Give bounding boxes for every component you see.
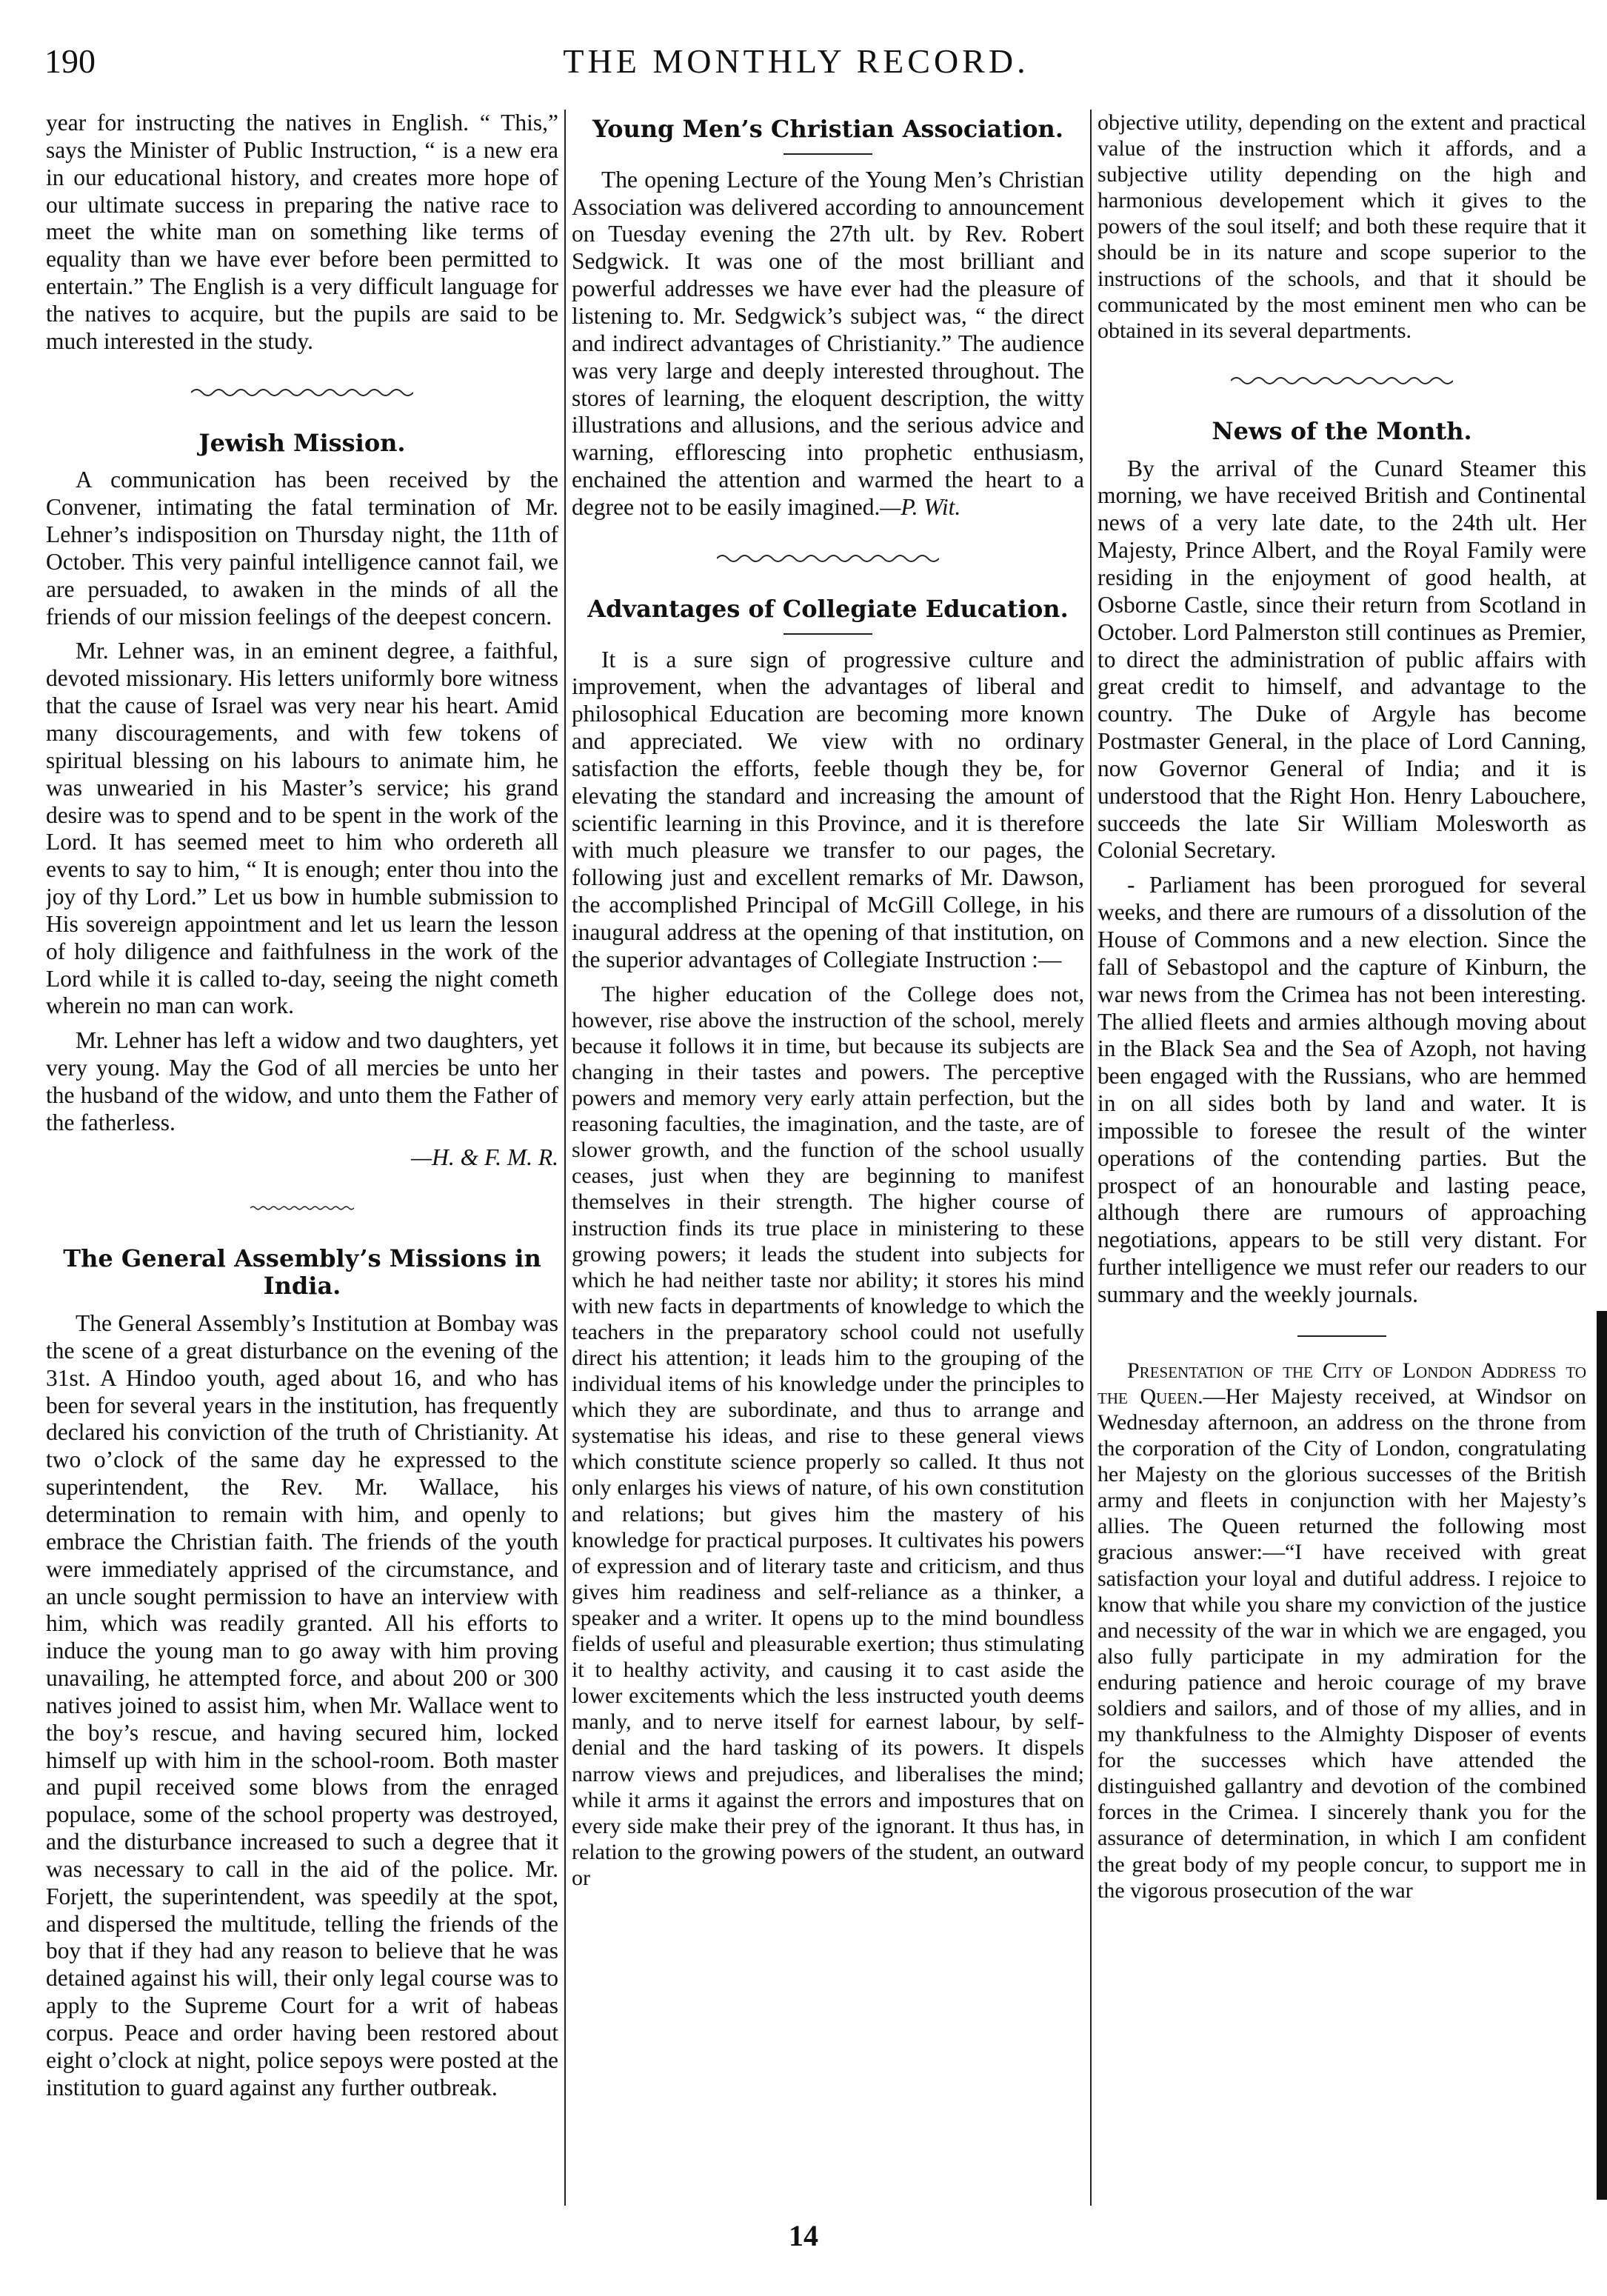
heading-news-of-the-month: News of the Month.	[1212, 416, 1472, 445]
article-paragraph: - Parliament has been prorogued for several weeks, and there are rumours of a dissolution of the House of Commons and a new election. Since the fall of Sebastopol and the capture of Kinburn, the war news from the Crimea has not been interesting. The allied fleets and armies although moving about in the Black Sea and the Sea of Azoph, not having been engaged with the Russians, who are hemmed in on all sides both by land and water. It is impossible to foresee the result of the winter operations of the contending parties. But the prospect of an honourable and lasting peace, although there are rumours of approaching negotiations, appears to be still very distant. For further intelligence we must refer our readers to our summary and the weekly journals.	[1097, 872, 1586, 1307]
heading-rule	[784, 153, 872, 155]
heading-rule	[784, 633, 872, 635]
section-divider	[191, 385, 413, 400]
article-paragraph: The General Assembly’s Institution at Bombay was the scene of a great disturbance on the evening of the 31st. A Hindoo youth, aged about 16, and who has been for several years in the institution, has frequently declared his conviction of the truth of Christianity. At two o’clock of the same day he expressed to the superintendent, the Rev. Mr. Wallace, his determination to remain with him, and openly to embrace the Christian faith. The friends of the youth were immediately apprised of the circumstance, and an uncle sought permission to have an interview with him, which was readily granted. All his efforts to induce the young man to go away with him proving unavailing, he attempted force, and about 200 or 300 natives joined to assist him, when Mr. Wallace went to the boy’s rescue, and having secured him, locked himself up with him in the school-room. Both master and pupil received some blows from the enraged populace, some of the school property was destroyed, and the disturbance increased to such a degree that it was necessary to call in the aid of the police. Mr. Forjett, the superintendent, was speedily at the spot, and dispersed the multitude, telling the friends of the boy that if they had any reason to believe that he was detained against his will, their only legal course was to apply to the Supreme Court for a writ of habeas corpus. Peace and order having been restored about eight o’clock at night, police sepoys were posted at the institution to guard against any further outbreak.	[46, 1310, 558, 2100]
section-divider	[1231, 373, 1453, 388]
section-divider	[250, 1201, 354, 1215]
column-2	[572, 110, 1084, 2207]
folio-number: 14	[789, 2219, 818, 2252]
article-paragraph: By the arrival of the Cunard Steamer this morning, we have received British and Continental news of a very late date, to the 24th ult. Her Majesty, Prince Albert, and the Royal Family were residing in the enjoyment of good health, at Osborne Castle, since their return from Scotland in October. Lord Palmerston still continues as Premier, to direct the administration of public affairs with great credit to himself, and advantage to the country. The Duke of Argyle has become Postmaster General, in the place of Lord Canning, now Governor General of India; and it is understood that the Right Hon. Henry Labouchere, succeeds the late Sir William Molesworth as Colonial Secretary.	[1097, 455, 1586, 864]
section-divider	[717, 551, 939, 566]
article-paragraph: A communication has been received by the Convener, intimating the fatal termination of Mr. Lehner’s indisposition on Thursday night, the 11th of October. This very painful intelligence cannot fail, we are persuaded, to awaken in the minds of all the friends of our mission feelings of the deepest concern.	[46, 467, 558, 630]
article-paragraph: year for instructing the natives in English. “ This,” says the Minister of Public Instruction, “ is a new era in our educational history, and creates more hope of our ultimate success in preparing the native race to meet the white man on something like terms of equality than we have ever before been permitted to entertain.” The English is a very difficult language for the natives to acquire, but the pupils are said to be much interested in the study.	[46, 110, 558, 354]
running-title: THE MONTHLY RECORD.	[563, 42, 1029, 80]
column-1	[46, 110, 558, 2207]
article-paragraph: Mr. Lehner has left a widow and two daughters, yet very young. May the God of all mercies be unto her the husband of the widow, and unto them the Father of the fatherless.	[46, 1027, 558, 1135]
page-number: 190	[44, 42, 96, 80]
column-rule-right	[1090, 110, 1092, 2206]
heading-collegiate-education: Advantages of Collegiate Education.	[587, 594, 1069, 623]
article-paragraph: It is a sure sign of progressive culture and improvement, when the advantages of liberal and philosophical Education are becoming more known and appreciated. We view with no ordinary satisfaction the efforts, feeble though they be, for elevating the standard and increasing the amount of scientific learning in this Province, and it is therefore with much pleasure we transfer to our pages, the following just and excellent remarks of Mr. Dawson, the accomplished Principal of McGill College, in his inaugural address at the opening of that institution, on the superior advantages of Collegiate Instruction :—	[572, 646, 1084, 972]
ymca-text: The opening Lecture of the Young Men’s Christian Association was delivered according to announcement on Tuesday evening the 27th ult. by Rev. Robert Sedgwick. It was one of the most brilliant and powerful addresses we have ever had the pleasure of listening to. Mr. Sedgwick’s subject was, “ the direct and indirect advantages of Christianity.” The audience was very large and deeply interested throughout. The stores of learning, the eloquent description, the witty illustrations and allusions, and the serious advice and warning, efflorescing into prophetic enthusiasm, enchained the attention and warmed the heart to a degree not to be easily imagined.	[572, 166, 1084, 520]
page-header	[44, 41, 1548, 93]
article-signature: —H. & F. M. R.	[411, 1144, 558, 1170]
section-divider	[1297, 1316, 1386, 1337]
presentation-lead: Presentation of the City of London Address to the Queen.	[1097, 1358, 1586, 1409]
heading-jewish-mission: Jewish Mission.	[198, 428, 406, 457]
scan-edge-shadow	[1597, 1311, 1607, 2200]
article-paragraph	[572, 167, 1084, 521]
article-paragraph: objective utility, depending on the extent and practical value of the instruction which it affords, and a subjective utility depending on the high and harmonious developement which it gives to the powers of the soul itself; and both these require that it should be in its nature and scope superior to the instructions of the schools, and that it should be communicated by the most eminent men who can be obtained in its several departments.	[1097, 110, 1586, 343]
column-3	[1097, 110, 1586, 2207]
article-paragraph: Mr. Lehner was, in an eminent degree, a faithful, devoted missionary. His letters uniformly bore witness that the cause of Israel was very near his heart. Amid many discouragements, and with few tokens of spiritual blessing on his labours to animate him, he was unwearied in his Master’s service; his grand desire was to spend and to be spent in the work of the Lord. It has seemed meet to him who ordereth all events to say to him, “ It is enough; enter thou into the joy of thy Lord.” Let us bow in humble submission to His sovereign appointment and let us learn the lesson of holy diligence and faithfulness in the work of the Lord while it is called to-day, seeing the night cometh wherein no man can work.	[46, 638, 558, 1019]
article-signature: —P. Wit.	[880, 493, 961, 520]
article-paragraph: The higher education of the College does not, however, rise above the instruction of the school, merely because it follows it in time, but because its subjects are changing in their tastes and powers. The perceptive powers and memory very early attain perfection, but the reasoning faculties, the imagination, and the taste, are of slower growth, and the function of the school usually ceases, just when they are beginning to manifest themselves in their strength. The higher course of instruction finds its true place in ministering to these growing powers; it leads the student into subjects for which he had neither taste nor ability; it stores his mind with new facts in departments of knowledge to which the teachers in the preparatory school could not usefully direct his attention; it leads him to the grouping of the individual items of his knowledge under the principles to which they are subordinate, and thus to arrange and systematise his ideas, and rise to these general views which constitute science properly so called. It thus not only enlarges his views of nature, of his own constitution and relations; but gives him the mastery of his knowledge for practical purposes. It cultivates his powers of expression and of literary taste and criticism, and thus gives him readiness and self-reliance as a thinker, a speaker and a writer. It opens up to the mind boundless fields of useful and pleasurable exertion; thus stimulating it to healthy activity, and causing it to cast aside the lower excitements which the less instructed youth deems manly, and to nerve itself for earnest labour, by self-denial and the hard tasking of its powers. It dispels narrow views and prejudices, and liberalises the mind; while it arms it against the errors and impostures that on every side make their prey of the ignorant. It thus has, in relation to the growing powers of the student, an outward or	[572, 981, 1084, 1890]
heading-ymca: Young Men’s Christian Association.	[592, 115, 1063, 143]
presentation-body: —Her Majesty received, at Windsor on Wednesday afternoon, an address on the throne from the corporation of the City of London, congratulating her Majesty on the glorious successes of the British army and fleets in conjunction with her Majesty’s allies. The Queen returned the following most gracious answer:—“I have received with great satisfaction your loyal and dutiful address. I rejoice to know that while you share my conviction of the justice and necessity of the war in which we are engaged, you also fully participate in my admiration for the enduring patience and heroic courage of my brave soldiers and sailors, and of those of my allies, and in my thankfulness to the Almighty Disposer of events for the successes which have attended the distinguished gallantry and devotion of the combined forces in the Crimea. I sincerely thank you for the assurance of determination, in which I am confident the great body of my people concur, to support me in the vigorous prosecution of the war	[1097, 1384, 1586, 1903]
column-rule-left	[564, 110, 566, 2206]
article-paragraph	[1097, 1358, 1586, 1903]
heading-india-missions: The General Assembly’s Missions in India.	[63, 1244, 541, 1301]
